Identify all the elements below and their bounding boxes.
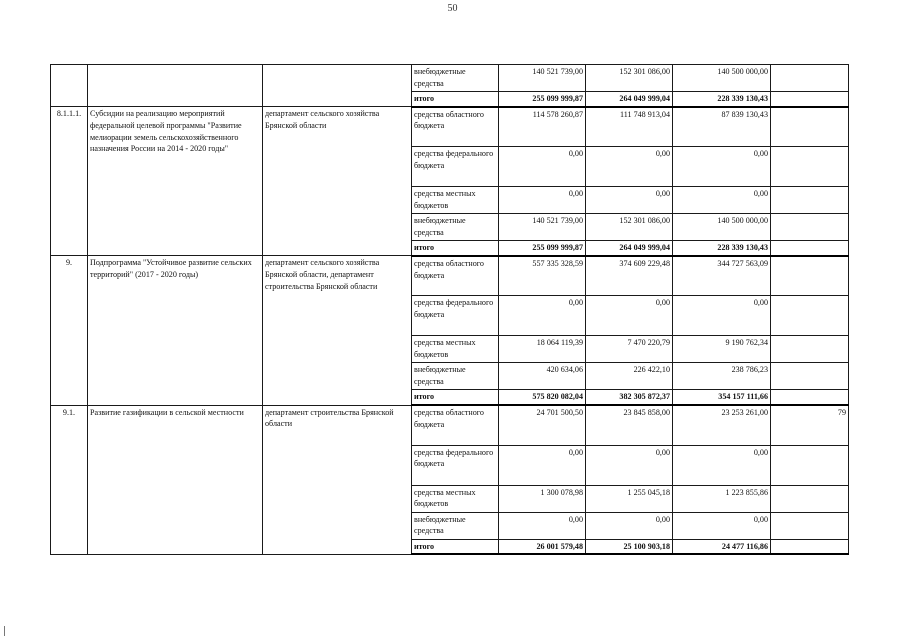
table-row bbox=[51, 107, 849, 147]
amount-year-3: 9 190 762,34 bbox=[673, 336, 771, 363]
amount-year-2: 152 301 086,00 bbox=[586, 214, 673, 241]
amount-year-2: 7 470 220,79 bbox=[586, 336, 673, 363]
budget-table bbox=[50, 64, 849, 555]
amount-year-2: 25 100 903,18 bbox=[586, 539, 673, 554]
amount-year-2: 264 049 999,04 bbox=[586, 92, 673, 107]
amount-year-3: 0,00 bbox=[673, 512, 771, 539]
amount-year-2: 0,00 bbox=[586, 512, 673, 539]
extra-value bbox=[771, 65, 849, 92]
amount-year-1: 255 099 999,87 bbox=[499, 92, 586, 107]
amount-year-1: 26 001 579,48 bbox=[499, 539, 586, 554]
row-name: Развитие газификации в сельской местности bbox=[88, 405, 263, 554]
funding-source: итого bbox=[412, 390, 499, 405]
amount-year-1: 0,00 bbox=[499, 147, 586, 187]
funding-source: внебюджетные средства bbox=[412, 512, 499, 539]
extra-value bbox=[771, 214, 849, 241]
funding-source: средства федерального бюджета bbox=[412, 445, 499, 485]
amount-year-1: 0,00 bbox=[499, 512, 586, 539]
funding-source: внебюджетные средства bbox=[412, 363, 499, 390]
amount-year-3: 228 339 130,43 bbox=[673, 241, 771, 256]
amount-year-2: 0,00 bbox=[586, 445, 673, 485]
amount-year-3: 1 223 855,86 bbox=[673, 485, 771, 512]
amount-year-3: 0,00 bbox=[673, 187, 771, 214]
row-code: 9.1. bbox=[51, 405, 88, 554]
funding-source: итого bbox=[412, 241, 499, 256]
row-code: 9. bbox=[51, 256, 88, 405]
budget-table-body bbox=[51, 65, 849, 555]
amount-year-2: 226 422,10 bbox=[586, 363, 673, 390]
amount-year-3: 0,00 bbox=[673, 147, 771, 187]
extra-value bbox=[771, 485, 849, 512]
extra-value bbox=[771, 390, 849, 405]
amount-year-1: 0,00 bbox=[499, 445, 586, 485]
extra-value bbox=[771, 147, 849, 187]
amount-year-1: 114 578 260,87 bbox=[499, 107, 586, 147]
funding-source: средства областного бюджета bbox=[412, 256, 499, 296]
extra-value bbox=[771, 187, 849, 214]
row-executor bbox=[263, 65, 412, 107]
row-name: Подпрограмма "Устойчивое развитие сельских территорий" (2017 - 2020 годы) bbox=[88, 256, 263, 405]
page-number: 50 bbox=[447, 3, 458, 14]
amount-year-1: 557 335 328,59 bbox=[499, 256, 586, 296]
extra-value bbox=[771, 241, 849, 256]
amount-year-3: 344 727 563,09 bbox=[673, 256, 771, 296]
extra-value bbox=[771, 296, 849, 336]
funding-source: средства федерального бюджета bbox=[412, 147, 499, 187]
funding-source: итого bbox=[412, 539, 499, 554]
row-code: 8.1.1.1. bbox=[51, 107, 88, 256]
funding-source: средства областного бюджета bbox=[412, 107, 499, 147]
amount-year-2: 0,00 bbox=[586, 147, 673, 187]
amount-year-3: 140 500 000,00 bbox=[673, 214, 771, 241]
table-row bbox=[51, 256, 849, 296]
extra-value bbox=[771, 256, 849, 296]
amount-year-3: 0,00 bbox=[673, 296, 771, 336]
amount-year-3: 354 157 111,66 bbox=[673, 390, 771, 405]
amount-year-3: 24 477 116,86 bbox=[673, 539, 771, 554]
amount-year-1: 1 300 078,98 bbox=[499, 485, 586, 512]
funding-source: средства областного бюджета bbox=[412, 405, 499, 445]
funding-source: средства федерального бюджета bbox=[412, 296, 499, 336]
amount-year-1: 255 099 999,87 bbox=[499, 241, 586, 256]
row-name bbox=[88, 65, 263, 107]
extra-value bbox=[771, 363, 849, 390]
amount-year-2: 264 049 999,04 bbox=[586, 241, 673, 256]
funding-source: средства местных бюджетов bbox=[412, 187, 499, 214]
extra-value: 79 bbox=[771, 405, 849, 445]
row-executor: департамент сельского хозяйства Брянской области bbox=[263, 107, 412, 256]
funding-source: внебюджетные средства bbox=[412, 65, 499, 92]
amount-year-1: 140 521 739,00 bbox=[499, 65, 586, 92]
amount-year-2: 0,00 bbox=[586, 187, 673, 214]
extra-value bbox=[771, 92, 849, 107]
funding-source: средства местных бюджетов bbox=[412, 485, 499, 512]
margin-mark bbox=[4, 626, 5, 636]
extra-value bbox=[771, 539, 849, 554]
extra-value bbox=[771, 336, 849, 363]
amount-year-2: 0,00 bbox=[586, 296, 673, 336]
row-name: Субсидии на реализацию мероприятий федеральной целевой программы "Развитие мелиорации земель сельскохозяйственного назначения России на 2014 - 2020 годы" bbox=[88, 107, 263, 256]
amount-year-3: 238 786,23 bbox=[673, 363, 771, 390]
amount-year-2: 111 748 913,04 bbox=[586, 107, 673, 147]
row-executor: департамент строительства Брянской области bbox=[263, 405, 412, 554]
amount-year-2: 374 609 229,48 bbox=[586, 256, 673, 296]
row-code bbox=[51, 65, 88, 107]
amount-year-3: 23 253 261,00 bbox=[673, 405, 771, 445]
amount-year-3: 0,00 bbox=[673, 445, 771, 485]
row-executor: департамент сельского хозяйства Брянской области, департамент строительства Брянской области bbox=[263, 256, 412, 405]
amount-year-1: 420 634,06 bbox=[499, 363, 586, 390]
amount-year-1: 24 701 500,50 bbox=[499, 405, 586, 445]
amount-year-1: 0,00 bbox=[499, 296, 586, 336]
extra-value bbox=[771, 107, 849, 147]
amount-year-3: 87 839 130,43 bbox=[673, 107, 771, 147]
amount-year-2: 152 301 086,00 bbox=[586, 65, 673, 92]
funding-source: итого bbox=[412, 92, 499, 107]
table-row bbox=[51, 65, 849, 92]
amount-year-1: 18 064 119,39 bbox=[499, 336, 586, 363]
amount-year-1: 140 521 739,00 bbox=[499, 214, 586, 241]
amount-year-1: 0,00 bbox=[499, 187, 586, 214]
amount-year-2: 382 305 872,37 bbox=[586, 390, 673, 405]
amount-year-3: 140 500 000,00 bbox=[673, 65, 771, 92]
funding-source: средства местных бюджетов bbox=[412, 336, 499, 363]
extra-value bbox=[771, 512, 849, 539]
amount-year-2: 23 845 858,00 bbox=[586, 405, 673, 445]
extra-value bbox=[771, 445, 849, 485]
amount-year-3: 228 339 130,43 bbox=[673, 92, 771, 107]
funding-source: внебюджетные средства bbox=[412, 214, 499, 241]
table-row bbox=[51, 405, 849, 445]
amount-year-1: 575 820 082,04 bbox=[499, 390, 586, 405]
amount-year-2: 1 255 045,18 bbox=[586, 485, 673, 512]
